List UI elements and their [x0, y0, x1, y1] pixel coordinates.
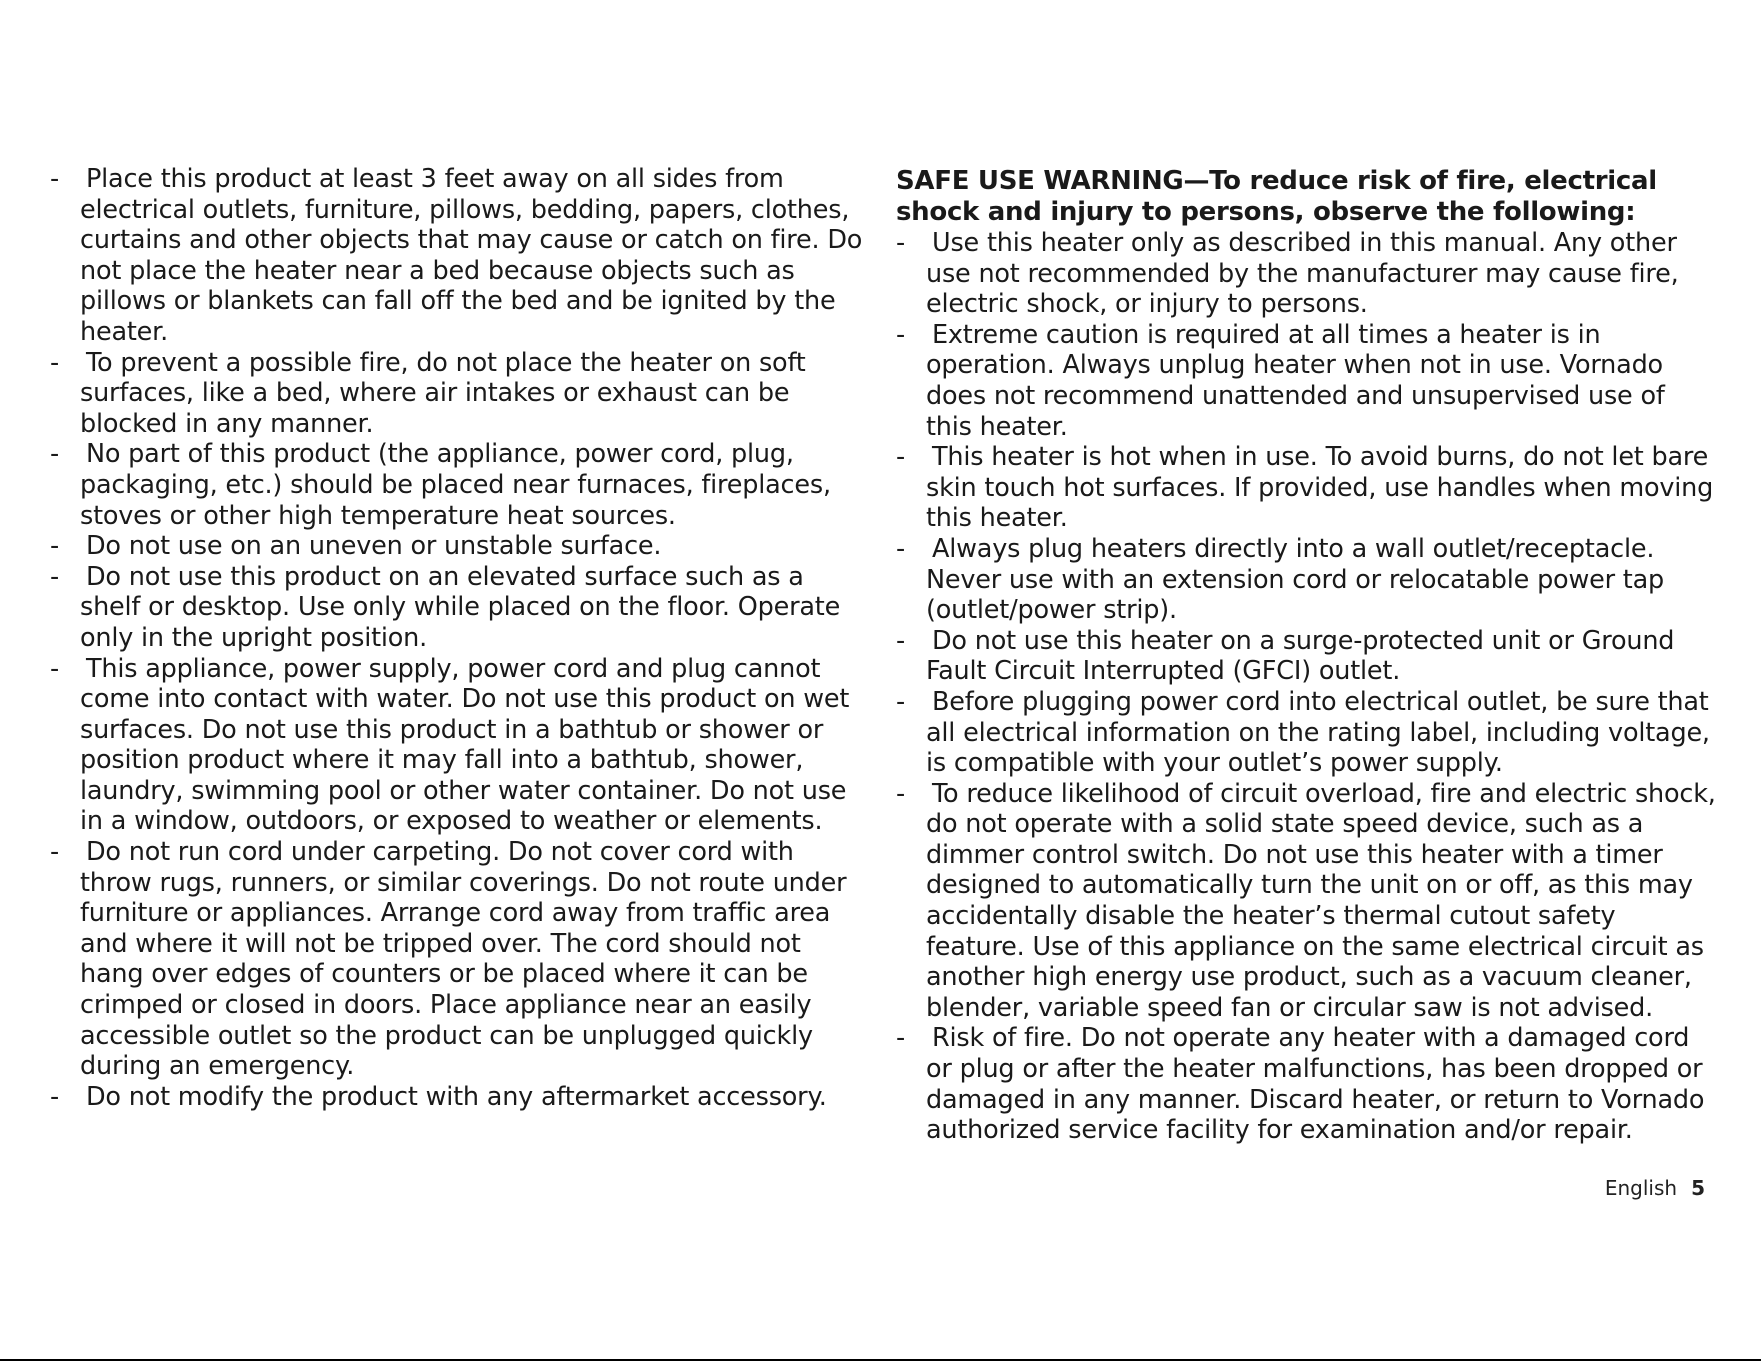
list-item	[896, 1023, 1716, 1145]
page-number: 5	[1691, 1176, 1705, 1200]
bullet-dash: -	[896, 1023, 906, 1054]
list-item-text: This heater is hot when in use. To avoid burns, do not let bare skin touch hot surfaces. If provided, use handles when moving this heater.	[926, 442, 1714, 534]
bullet-dash: -	[896, 625, 906, 656]
list-item-text: Do not run cord under carpeting. Do not cover cord with throw rugs, runners, or similar coverings. Do not route under furniture or appliances. Arrange cord away from traffic area and where it will not be tripped over. The cord should not hang over edges of counters or be placed where it can be crimped or closed in doors. Place appliance near an easily accessible outlet so the product can be unplugged quickly during an emergency.	[80, 837, 847, 1082]
list-item	[50, 562, 870, 654]
list-item-text: No part of this product (the appliance, power cord, plug, packaging, etc.) should be placed near furnaces, fireplaces, stoves or other high temperature heat sources.	[80, 439, 831, 531]
list-item-text: Always plug heaters directly into a wall outlet/receptacle. Never use with an extension cord or relocatable power tap (outlet/power strip).	[926, 533, 1664, 626]
bullet-dash: -	[50, 837, 60, 868]
list-item	[896, 779, 1716, 1024]
list-item	[50, 164, 870, 348]
list-item-text: Use this heater only as described in this manual. Any other use not recommended by the manufacturer may cause fire, electric shock, or injury to persons.	[926, 228, 1679, 320]
list-item-text: To prevent a possible fire, do not place the heater on soft surfaces, like a bed, where air intakes or exhaust can be blocked in any manner.	[80, 347, 806, 439]
left-safety-list	[50, 164, 870, 1112]
list-item	[50, 531, 870, 562]
list-item-text: To reduce likelihood of circuit overload, fire and electric shock, do not operate with a solid state speed device, such as a dimmer control switch. Do not use this heater with a timer designed to automatically turn the unit on or off, as this may accidentally disable the heater’s thermal cutout safety feature. Use of this appliance on the same electrical circuit as another high energy use product, such as a vacuum cleaner, blender, variable speed fan or circular saw is not advised.	[926, 778, 1716, 1023]
list-item	[896, 228, 1716, 320]
list-item-text: Do not use this heater on a surge-protected unit or Ground Fault Circuit Interrupted (GFCI) outlet.	[926, 625, 1675, 687]
bullet-dash: -	[896, 778, 906, 809]
bullet-dash: -	[896, 228, 906, 258]
list-item-text: Extreme caution is required at all times a heater is in operation. Always unplug heater when not in use. Vornado does not recommend unattended and unsupervised use of this heater.	[926, 319, 1665, 442]
list-item-text: This appliance, power supply, power cord and plug cannot come into contact with water. Do not use this product on wet surfaces. Do not use this product in a bathtub or shower or position product where it may fall into a bathtub, shower, laundry, swimming pool or other water container. Do not use in a window, outdoors, or exposed to weather or elements.	[80, 653, 850, 837]
bullet-dash: -	[50, 531, 60, 562]
list-item	[896, 442, 1716, 534]
list-item	[50, 654, 870, 838]
list-item-text: Risk of fire. Do not operate any heater with a damaged cord or plug or after the heater malfunctions, has been dropped or damaged in any manner. Discard heater, or return to Vornado authorized service facility for examination and/or repair.	[926, 1023, 1705, 1146]
left-column	[50, 164, 870, 1112]
bullet-dash: -	[50, 439, 60, 470]
list-item-text: Do not use on an uneven or unstable surface.	[86, 531, 662, 562]
list-item	[50, 837, 870, 1082]
page-footer	[1605, 1176, 1705, 1200]
bullet-dash: -	[896, 686, 906, 717]
bullet-dash: -	[896, 442, 906, 473]
list-item	[896, 320, 1716, 442]
bullet-dash: -	[50, 561, 60, 592]
safe-use-warning-heading: SAFE USE WARNING—To reduce risk of fire, electrical shock and injury to persons, observe the following:	[896, 166, 1657, 227]
bullet-dash: -	[50, 1081, 60, 1112]
bullet-dash: -	[50, 347, 60, 378]
bullet-dash: -	[896, 319, 906, 350]
right-safety-list	[896, 228, 1716, 1146]
list-item-text: Before plugging power cord into electrical outlet, be sure that all electrical information on the rating label, including voltage, is compatible with your outlet’s power supply.	[926, 686, 1710, 779]
footer-language: English	[1604, 1176, 1678, 1200]
bullet-dash: -	[50, 653, 60, 684]
list-item-text: Do not modify the product with any aftermarket accessory.	[86, 1081, 827, 1112]
right-column	[896, 166, 1716, 1146]
list-item-text: Place this product at least 3 feet away on all sides from electrical outlets, furniture, pillows, bedding, papers, clothes, curtains and other objects that may cause or catch on fire. Do not place the heater near a bed because objects such as pillows or blankets can fall off the bed and be ignited by the heater.	[80, 164, 863, 347]
list-item-text: Do not use this product on an elevated surface such as a shelf or desktop. Use only while placed on the floor. Operate only in the upright position.	[80, 561, 841, 653]
bullet-dash: -	[50, 164, 60, 194]
bullet-dash: -	[896, 533, 906, 564]
list-item	[50, 439, 870, 531]
list-item	[896, 626, 1716, 687]
list-item	[896, 534, 1716, 626]
list-item	[50, 1082, 870, 1113]
list-item	[50, 348, 870, 440]
list-item	[896, 687, 1716, 779]
